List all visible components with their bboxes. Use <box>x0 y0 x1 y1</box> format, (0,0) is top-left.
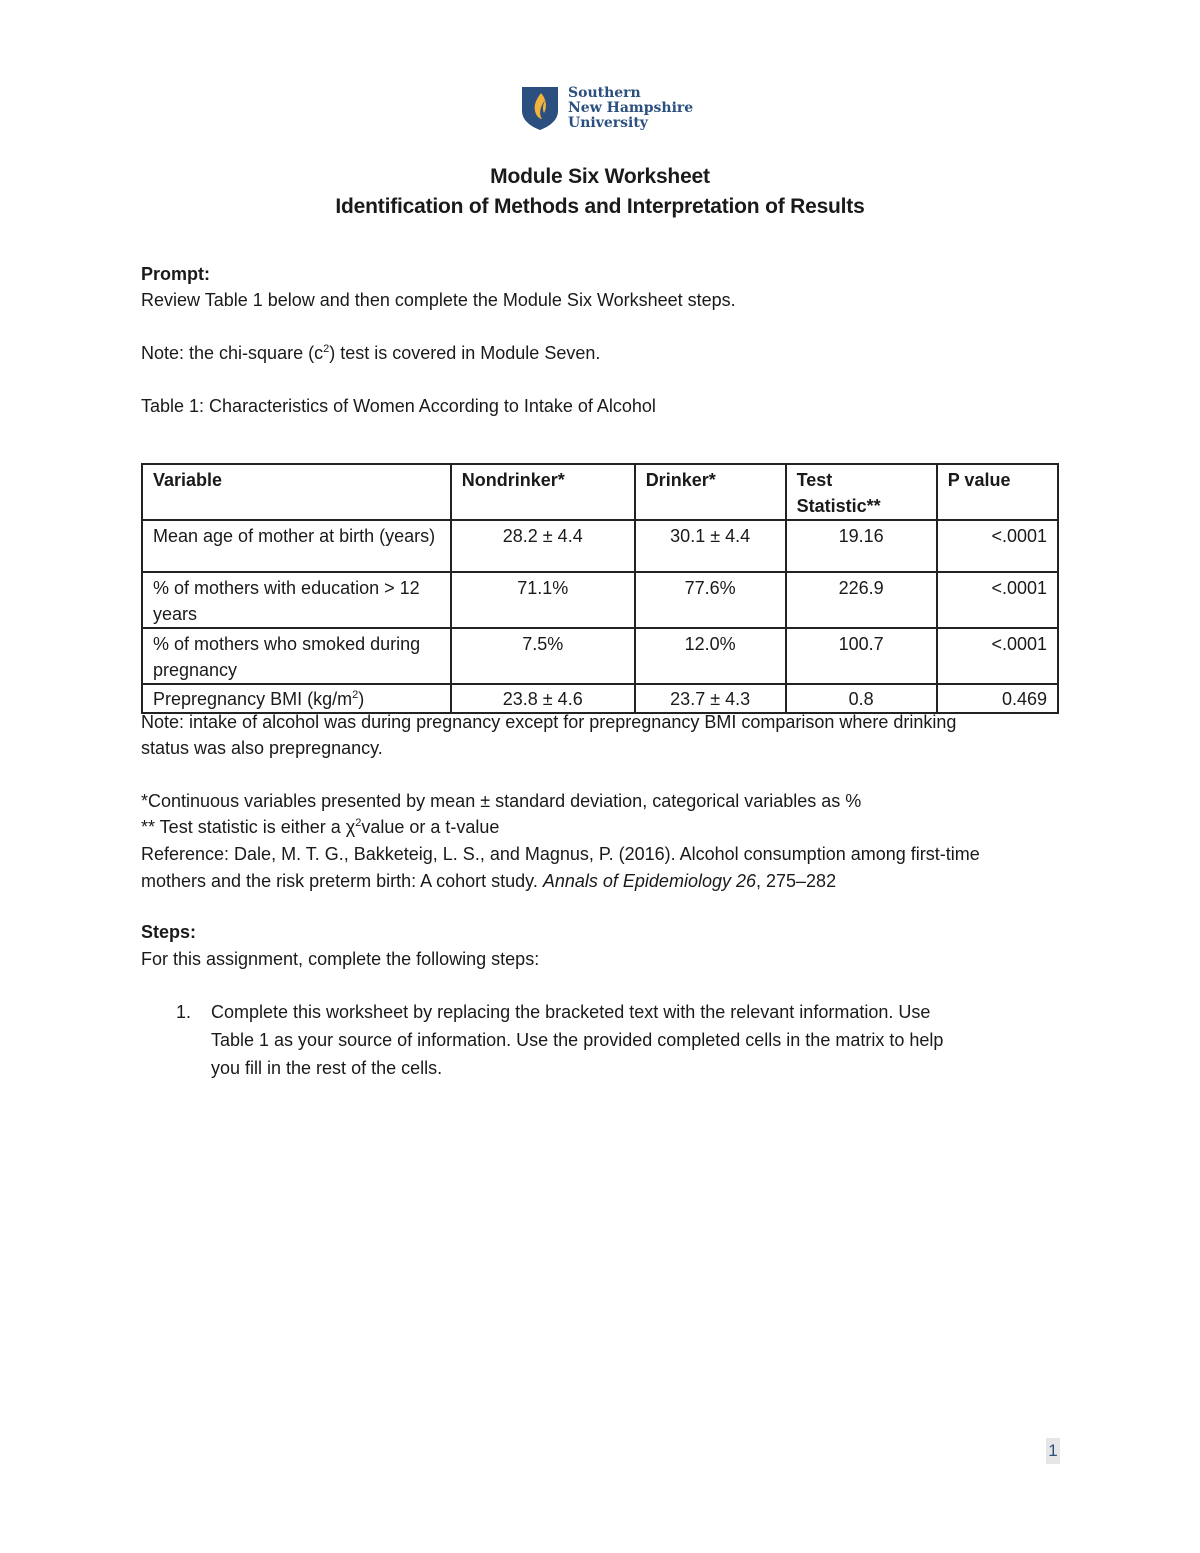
chi-square-note: Note: the chi-square $(c^2)$ test is covered in Module Seven. <box>141 343 601 363</box>
logo-line-3: University <box>568 114 648 131</box>
intake-note-line-2: status was also prepregnancy. <box>141 738 383 758</box>
cell-variable: Prepregnancy BMI $(kg/m^2)$ <box>142 684 451 713</box>
table-row <box>142 520 1058 572</box>
cell-drinker: 12.0% <box>635 628 786 684</box>
cell-nondrinker: 28.2 ± 4.4 <box>451 520 635 572</box>
header-variable: Variable <box>142 464 451 520</box>
header-nondrinker: Nondrinker* <box>451 464 635 520</box>
cell-test-statistic: 100.7 <box>786 628 937 684</box>
cell-p-value: <.0001 <box>937 572 1058 628</box>
steps-intro: For this assignment, complete the following steps: <box>141 949 540 969</box>
table-header-row <box>142 464 1058 520</box>
footnote-test-statistic: ** Test statistic is either a $\chi^2value$ or a t-value <box>141 817 500 837</box>
cell-drinker: 30.1 ± 4.4 <box>635 520 786 572</box>
intake-note-line-1: Note: intake of alcohol was during pregnancy except for prepregnancy BMI comparison where drinking <box>141 712 957 732</box>
page-title: Module Six Worksheet <box>490 165 710 188</box>
cell-p-value: 0.469 <box>937 684 1058 713</box>
page-number: 1 <box>1046 1438 1060 1464</box>
cell-test-statistic: 0.8 <box>786 684 937 713</box>
table-caption: Table 1: Characteristics of Women According to Intake of Alcohol <box>141 396 656 416</box>
table-row <box>142 572 1058 628</box>
cell-p-value: <.0001 <box>937 628 1058 684</box>
cell-drinker: 23.7 ± 4.3 <box>635 684 786 713</box>
characteristics-table <box>141 463 1059 714</box>
cell-test-statistic: 19.16 <box>786 520 937 572</box>
logo-line-2: New Hampshire <box>568 99 694 116</box>
cell-p-value: <.0001 <box>937 520 1058 572</box>
logo-line-1: Southern <box>568 84 641 101</box>
table-row <box>142 628 1058 684</box>
steps-heading: Steps: <box>141 922 197 942</box>
header-test-statistic: Test Statistic** <box>786 464 937 520</box>
cell-nondrinker: 23.8 ± 4.6 <box>451 684 635 713</box>
step-text: Complete this worksheet by replacing the bracketed text with the relevant information. Use Table 1 as your source of information. Use the provided completed cells in the matrix to help you fill in the rest of the cells. <box>211 1002 944 1078</box>
reference-line-1: Reference: Dale, M. T. G., Bakketeig, L. S., and Magnus, P. (2016). Alcohol consumption among first-time <box>141 844 980 864</box>
footnote-continuous: *Continuous variables presented by mean ± standard deviation, categorical variables as % <box>141 791 862 811</box>
cell-nondrinker: 7.5% <box>451 628 635 684</box>
cell-nondrinker: 71.1% <box>451 572 635 628</box>
prompt-heading: Prompt: <box>141 264 210 284</box>
reference-line-2: mothers and the risk preterm birth: A cohort study. Annals of Epidemiology 26, 275–282 <box>141 871 837 891</box>
cell-test-statistic: 226.9 <box>786 572 937 628</box>
step-number: 1. <box>176 1002 192 1022</box>
page-subtitle: Identification of Methods and Interpretation of Results <box>335 195 865 218</box>
cell-variable: % of mothers with education > 12 years <box>142 572 451 628</box>
shield-flame-icon <box>520 85 560 131</box>
header-drinker: Drinker* <box>635 464 786 520</box>
prompt-instruction: Review Table 1 below and then complete the Module Six Worksheet steps. <box>141 290 736 310</box>
university-logo <box>520 84 694 132</box>
cell-drinker: 77.6% <box>635 572 786 628</box>
header-p-value: P value <box>937 464 1058 520</box>
cell-variable: % of mothers who smoked during pregnancy <box>142 628 451 684</box>
cell-variable: Mean age of mother at birth (years) <box>142 520 451 572</box>
